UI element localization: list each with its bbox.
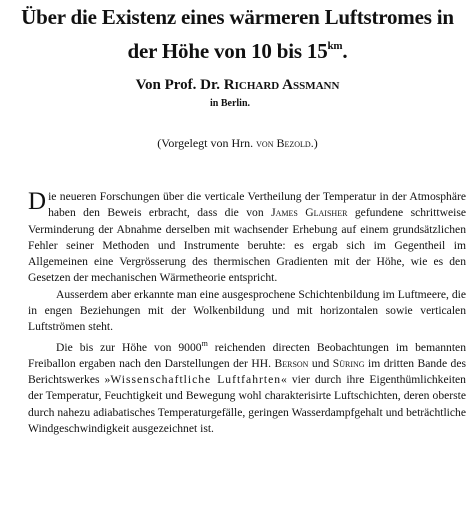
paragraph-2-text: Ausserdem aber erkannte man eine ausgesprochene Schichtenbildung im Luftmeere, die in engen Beziehungen mit der Wolkenbildung und mit horizontalen sowie verticalen Luftströmen steht. [28,287,466,334]
title-period: . [342,39,348,63]
unit-superscript: m [201,338,208,348]
author-name: Richard Assmann [223,77,340,93]
paragraph-3 [28,336,466,438]
paragraph-3-text-a: Die bis zur Höhe von 9000 [56,340,202,354]
paragraph-3-text-b: reichenden directen Beobachtungen im bemannten Freiballon ergaben nach den Darstellungen der HH. [28,340,466,370]
person-name-glaisher: James Glaisher [271,206,348,220]
author-place: in Berlin. [210,98,251,109]
presenter-name: von Bezold [256,136,311,150]
person-name-suering: Süring [332,356,365,370]
presented-note [0,136,475,151]
title-text-2: der Höhe von 10 bis 15 [127,39,328,63]
paragraph-1-text-b: gefundene schrittweise Verminderung der Abnahme derselben mit wachsender Erhebung auf einem grundsätzlichen Fehler seiner Methoden und Instrumente beruhte: es ergab sich im Gegentheil im Allgemeinen eine Vergrösserung des thermischen Gradienten mit der Höhe, wie es den Gesetzen der mechanischen Wärmetheorie entspricht. [28,206,466,285]
presented-prefix: (Vorgelegt von Hrn. [157,136,257,150]
title-text-1: Über die Existenz eines wärmeren Luftstromes in [21,5,454,29]
article-body [28,189,466,437]
person-name-berson: Berson [274,356,309,370]
paragraph-3-text-c: und [308,356,333,370]
paragraph-2 [28,287,466,336]
byline [0,77,475,94]
title-line-2 [10,33,465,65]
drop-cap: D [28,188,47,215]
paragraph-3-text-d: im dritten Bande des Berichtswerkes » [28,356,467,387]
title-line-1 [10,4,465,31]
paragraph-3-text-e: « vier durch ihre Eigenthümlichkeiten der Temperatur, Feuchtigkeit und Bewegung wohl charakterisirte Luftschichten, deren oberste durch nahezu adiabatisches Temperaturgefälle, geringen Wasserdampfgehalt und beträchtliche Windgeschwindigkeit ausgezeichnet ist. [28,373,466,436]
byline-prefix: Von Prof. Dr. [135,77,224,93]
paragraph-1-text-a: ie neueren Forschungen über die verticale Vertheilung der Temperatur in der Atmosphäre haben den Beweis erbracht, dass die von [48,190,466,220]
presented-suffix: .) [310,136,318,150]
work-title-spaced: Wissenschaftliche Luftfahrten [110,373,282,387]
title-unit-superscript: km [327,40,343,52]
paragraph-1 [28,189,466,287]
